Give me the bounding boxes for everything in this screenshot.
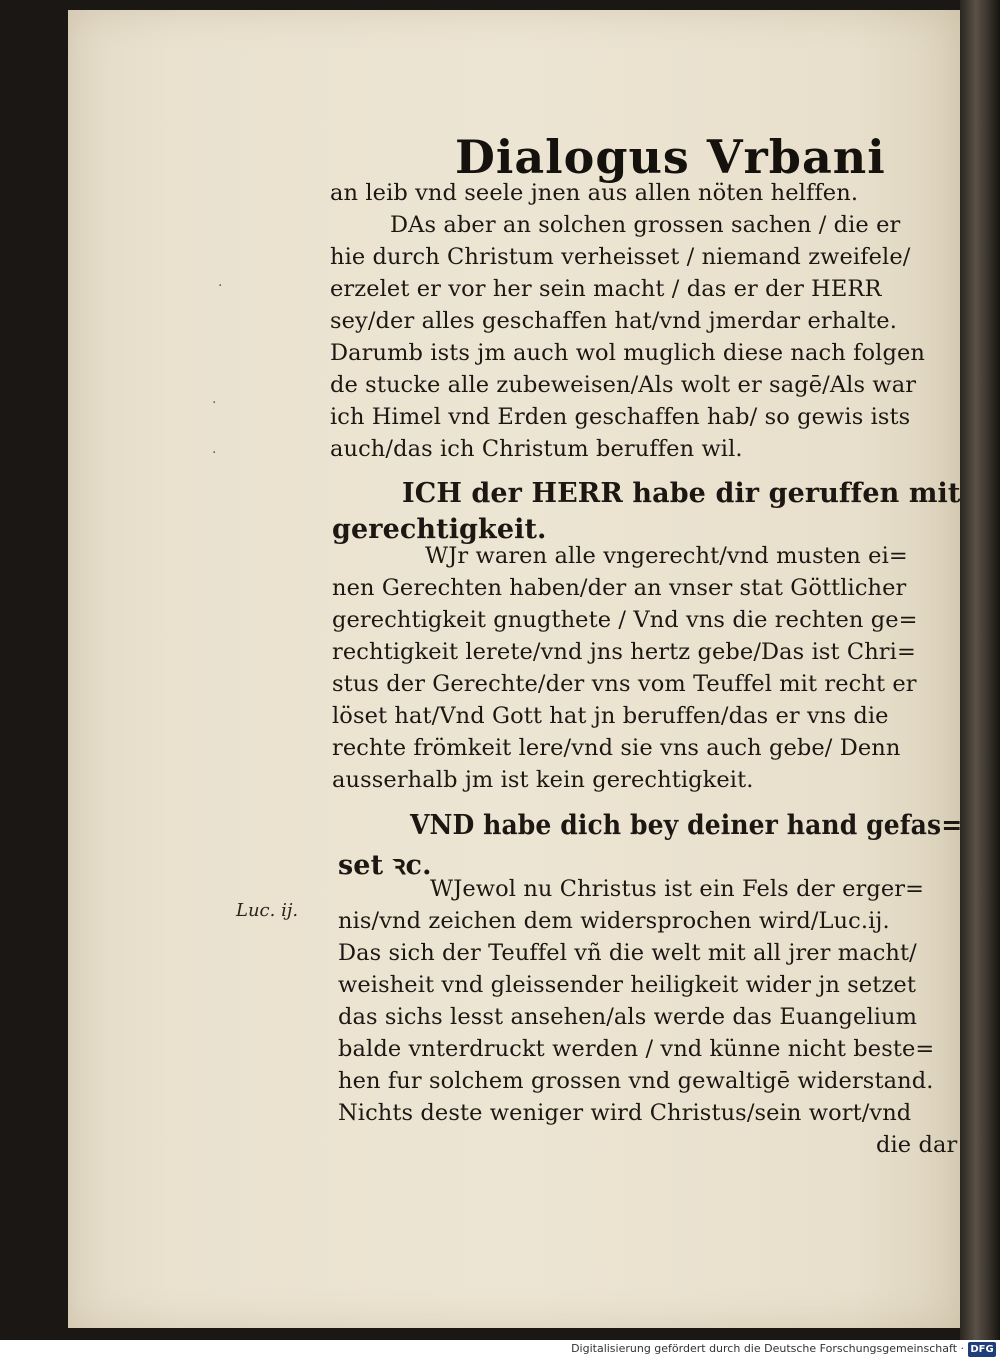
text-line: erzelet er vor her sein macht / das er der HERR xyxy=(330,276,882,302)
section-heading-line: set ꝛc. xyxy=(338,850,432,881)
text-line: sey/der alles geschaffen hat/vnd jmerdar erhalte. xyxy=(330,308,897,334)
text-line: rechtigkeit lerete/vnd jns hertz gebe/Das ist Chri= xyxy=(332,639,916,665)
margin-speck: · xyxy=(212,395,217,411)
footer-bar xyxy=(0,1340,1000,1361)
text-line: stus der Gerechte/der vns vom Teuffel mit recht er xyxy=(332,671,917,697)
text-line: Das sich der Teuffel vñ die welt mit all jrer macht/ xyxy=(338,940,917,966)
text-line: ich Himel vnd Erden geschaffen hab/ so gewis ists xyxy=(330,404,911,430)
text-line: das sichs lesst ansehen/als werde das Euangelium xyxy=(338,1004,918,1030)
text-line: DAs aber an solchen grossen sachen / die er xyxy=(390,212,901,238)
text-line: rechte frömkeit lere/vnd sie vns auch gebe/ Denn xyxy=(332,735,901,761)
text-line: nis/vnd zeichen dem widersprochen wird/Luc.ij. xyxy=(338,908,890,934)
text-line: de stucke alle zubeweisen/Als wolt er sagē/Als war xyxy=(330,372,917,398)
section-heading-line: gerechtigkeit. xyxy=(332,514,547,545)
margin-speck: · xyxy=(218,278,223,294)
text-line: hen fur solchem grossen vnd gewaltigē widerstand. xyxy=(338,1068,934,1094)
text-line: Darumb ists jm auch wol muglich diese nach folgen xyxy=(330,340,925,366)
text-line: die dar xyxy=(876,1132,958,1158)
funding-notice: Digitalisierung gefördert durch die Deutsche Forschungsgemeinschaft · xyxy=(571,1342,964,1355)
text-line: WJr waren alle vngerecht/vnd musten ei= xyxy=(425,543,908,569)
dfg-logo: DFG xyxy=(968,1342,996,1357)
text-line: hie durch Christum verheisset / niemand zweifele/ xyxy=(330,244,911,270)
text-line: gerechtigkeit gnugthete / Vnd vns die rechten ge= xyxy=(332,607,918,633)
margin-note: Luc. ij. xyxy=(236,900,299,921)
text-line: WJewol nu Christus ist ein Fels der erger= xyxy=(430,876,925,902)
section-heading-line: ICH der HERR habe dir geruffen mit xyxy=(402,478,961,509)
text-line: balde vnterdruckt werden / vnd künne nicht beste= xyxy=(338,1036,935,1062)
book-edge xyxy=(960,0,1000,1340)
running-title: Dialogus Vrbani xyxy=(455,130,886,184)
text-line: weisheit vnd gleissender heiligkeit wider jn setzet xyxy=(338,972,916,998)
text-line: nen Gerechten haben/der an vnser stat Göttlicher xyxy=(332,575,907,601)
text-line: auch/das ich Christum beruffen wil. xyxy=(330,436,743,462)
text-line: ausserhalb jm ist kein gerechtigkeit. xyxy=(332,767,754,793)
text-line: löset hat/Vnd Gott hat jn beruffen/das er vns die xyxy=(332,703,889,729)
text-line: an leib vnd seele jnen aus allen nöten helffen. xyxy=(330,180,859,206)
book-page xyxy=(68,10,963,1328)
section-heading-line: VND habe dich bey deiner hand gefas= xyxy=(410,810,963,841)
margin-speck: · xyxy=(212,445,217,461)
text-line: Nichts deste weniger wird Christus/sein wort/vnd xyxy=(338,1100,912,1126)
